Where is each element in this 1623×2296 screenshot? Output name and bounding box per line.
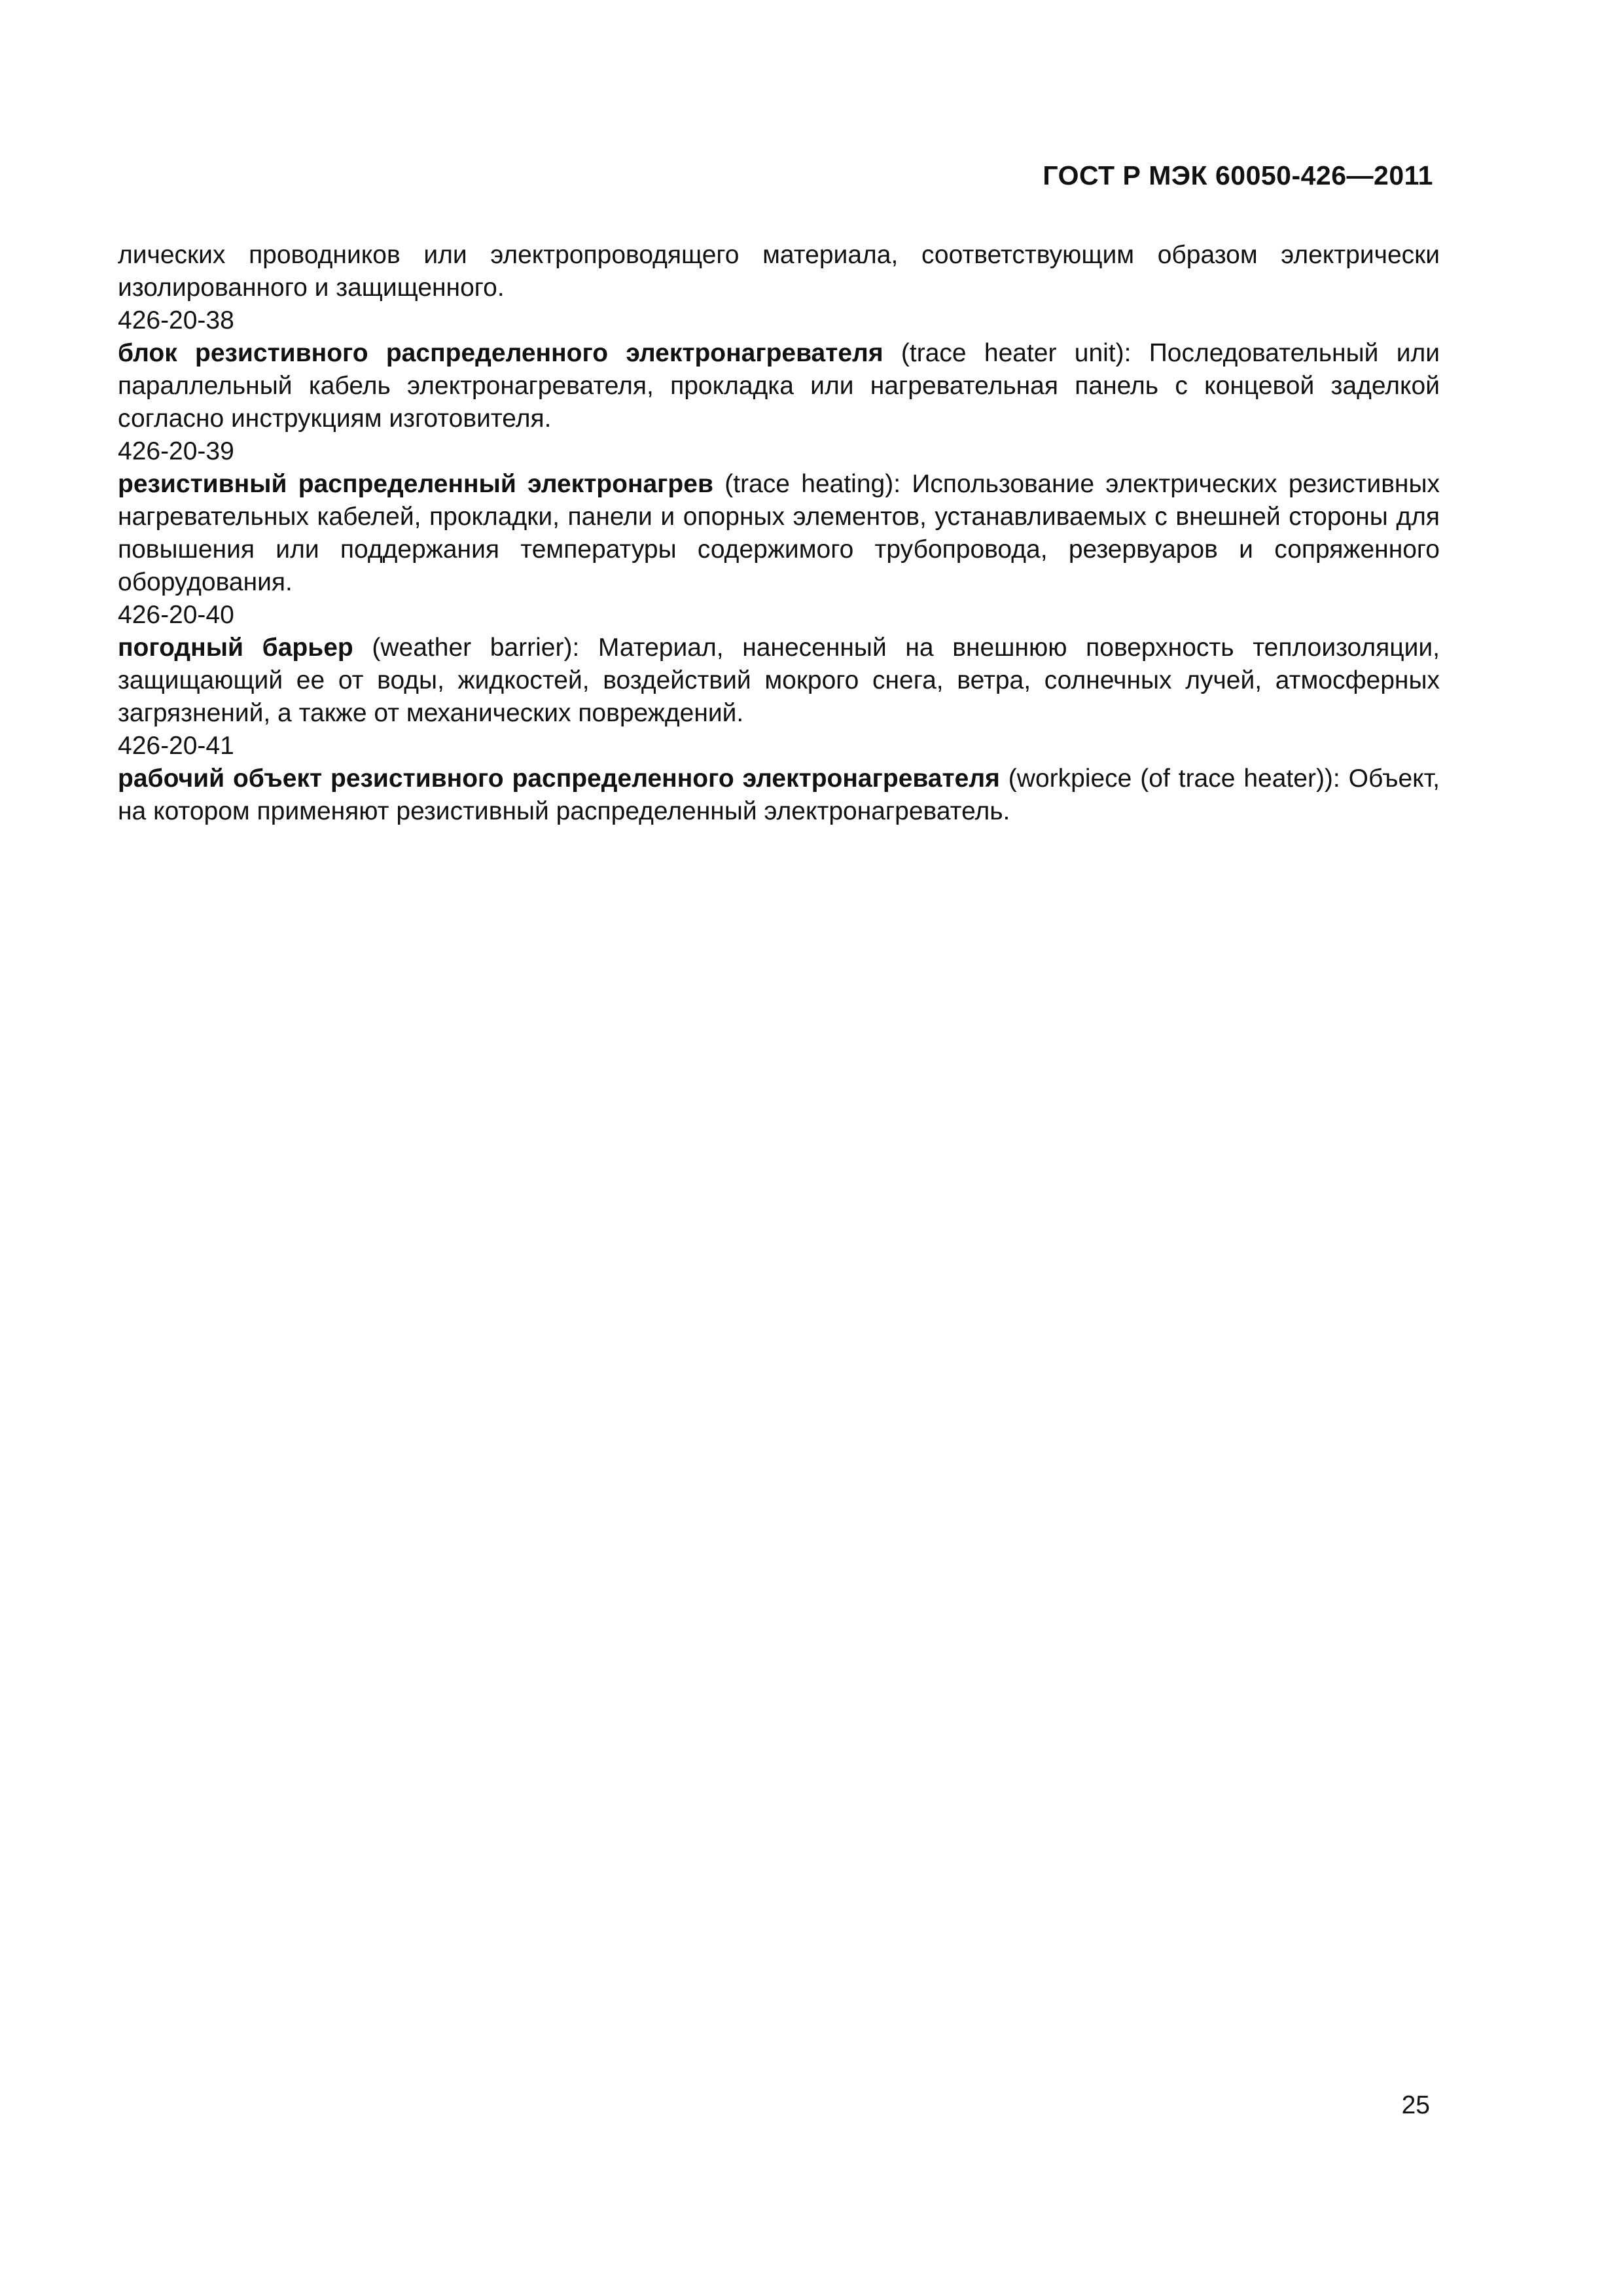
- document-header-code: ГОСТ Р МЭК 60050-426—2011: [1043, 160, 1433, 190]
- term-number: 426-20-40: [118, 601, 234, 629]
- term-entry: [118, 730, 1440, 828]
- term-definition: : Материал, нанесенный на внешнюю поверхность теплоизоляции, защищающий ее от воды, жидкостей, воздействий мокрого снега, ветра, солнечных лучей, атмосферных загрязнений, а также от механических повреждений.: [118, 634, 1440, 727]
- term-name: блок резистивного распределенного электронагревателя: [118, 339, 883, 367]
- continuation-paragraph: лических проводников или электропроводящего материала, соответствующим образом электрически изолированного и защищенного.: [118, 241, 1440, 302]
- term-name: резистивный распределенный электронагрев: [118, 470, 713, 498]
- term-definition-paragraph: [118, 468, 1440, 599]
- term-english-equivalent: (trace heating): [724, 470, 894, 498]
- term-entry: [118, 435, 1440, 599]
- term-definition: : Последовательный или параллельный кабель электронагревателя, прокладка или нагревательная панель с концевой заделкой согласно инструкциям изготовителя.: [118, 339, 1440, 433]
- term-definition: : Использование электрических резистивных нагревательных кабелей, прокладки, панели и опорных элементов, устанавливаемых с внешней стороны для повышения или поддержания температуры содержимого трубопровода, резервуаров и сопряженного оборудования.: [118, 470, 1440, 596]
- term-english-equivalent: (weather barrier): [372, 634, 573, 662]
- term-number: 426-20-41: [118, 732, 234, 760]
- term-entry: [118, 599, 1440, 730]
- term-definition: : Объект, на котором применяют резистивный распределенный электронагреватель.: [118, 764, 1440, 825]
- term-definition-paragraph: [118, 762, 1440, 828]
- term-name: рабочий объект резистивного распределенного электронагревателя: [118, 764, 1000, 793]
- term-english-equivalent: (workpiece (of trace heater)): [1008, 764, 1333, 793]
- term-name: погодный барьер: [118, 634, 353, 662]
- page-number: 25: [1401, 2091, 1430, 2119]
- document-body: [118, 239, 1440, 828]
- term-number: 426-20-39: [118, 437, 234, 465]
- term-definition-paragraph: [118, 632, 1440, 730]
- term-definition-paragraph: [118, 337, 1440, 435]
- term-entry: [118, 304, 1440, 435]
- term-number: 426-20-38: [118, 306, 234, 334]
- term-english-equivalent: (trace heater unit): [901, 339, 1124, 367]
